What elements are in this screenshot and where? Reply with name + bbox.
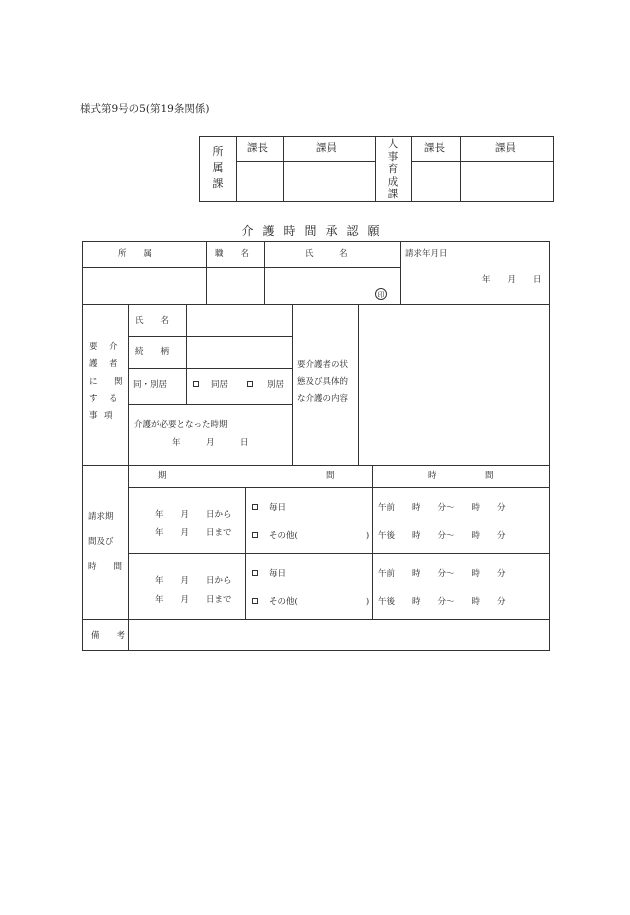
- period-2-other-checkbox[interactable]: [252, 598, 258, 604]
- period-2-daily-label: 毎日: [269, 569, 287, 579]
- jikan-header-2: 間: [485, 471, 494, 481]
- seal-mark: 印: [375, 288, 387, 300]
- approval-shozoku-kacho-label: 課長: [247, 142, 268, 154]
- care-label-char: 項: [104, 411, 113, 421]
- approval-jinji-kain-label: 課員: [495, 142, 516, 154]
- period-1-am: 午前 時 分～ 時 分: [378, 503, 506, 513]
- period-2-pm: 午後 時 分～ 時 分: [378, 597, 506, 607]
- cohab-separate-label: 別居: [267, 380, 285, 390]
- care-label-char: に: [89, 377, 98, 387]
- cohab-separate-checkbox[interactable]: [247, 381, 253, 387]
- shokumei-label: 職 名: [215, 249, 250, 259]
- period-1-other-checkbox[interactable]: [252, 532, 258, 538]
- period-section-label-2: 間及び: [88, 537, 114, 547]
- care-needed-since-date: 年 月 日: [172, 438, 249, 448]
- period-2-from: 年 月 日から: [155, 576, 232, 586]
- care-relation-label: 続 柄: [135, 347, 170, 357]
- period-2-am: 午前 時 分～ 時 分: [378, 569, 506, 579]
- period-2-to: 年 月 日まで: [155, 595, 232, 605]
- approval-shozoku-ka-label: 所属課: [212, 145, 224, 190]
- approval-shozoku-kain-label: 課員: [316, 142, 337, 154]
- jikan-header-1: 時: [428, 471, 437, 481]
- approval-jinji-kacho-label: 課長: [424, 142, 445, 154]
- seikyu-date-value: 年 月 日: [482, 275, 542, 285]
- care-cohab-label: 同・別居: [133, 380, 168, 390]
- period-2-other-label: その他( ): [269, 597, 370, 607]
- period-1-other-label: その他( ): [269, 531, 370, 541]
- form-title: 介護時間承認願: [241, 224, 389, 238]
- care-name-label: 氏 名: [135, 316, 170, 326]
- period-1-pm: 午後 時 分～ 時 分: [378, 531, 506, 541]
- care-label-char: 者: [109, 359, 118, 369]
- period-1-daily-checkbox[interactable]: [252, 504, 258, 510]
- period-section-label-3: 時 間: [88, 562, 123, 572]
- period-1-to: 年 月 日まで: [155, 528, 232, 538]
- care-label-char: 事: [89, 411, 98, 421]
- shozoku-label: 所 属: [118, 249, 153, 259]
- seikyu-date-label: 請求年月日: [405, 249, 448, 259]
- care-label-char: 護: [89, 359, 98, 369]
- period-1-from: 年 月 日から: [155, 510, 232, 520]
- form-code: 様式第9号の5(第19条関係): [80, 103, 210, 115]
- care-label-char: す: [89, 394, 98, 404]
- care-status-label-1: 要介護者の状: [297, 360, 349, 370]
- kikan-header-1: 期: [158, 471, 167, 481]
- care-label-char: 介: [109, 342, 118, 352]
- care-status-label-3: な介護の内容: [297, 394, 349, 404]
- approval-jinji-ka-label: 人事育成課: [387, 138, 399, 201]
- cohab-same-checkbox[interactable]: [193, 381, 199, 387]
- period-section-label-1: 請求期: [88, 512, 114, 522]
- kikan-header-2: 間: [326, 471, 335, 481]
- care-label-char: る: [109, 394, 118, 404]
- care-needed-since-label: 介護が必要となった時期: [134, 420, 228, 430]
- care-status-label-2: 態及び具体的: [297, 377, 349, 387]
- period-1-daily-label: 毎日: [269, 503, 287, 513]
- remarks-label: 備 考: [91, 631, 126, 641]
- shimei-label: 氏 名: [305, 249, 348, 259]
- period-2-daily-checkbox[interactable]: [252, 570, 258, 576]
- care-label-char: 関: [114, 377, 123, 387]
- cohab-same-label: 同居: [211, 380, 229, 390]
- care-label-char: 要: [89, 342, 98, 352]
